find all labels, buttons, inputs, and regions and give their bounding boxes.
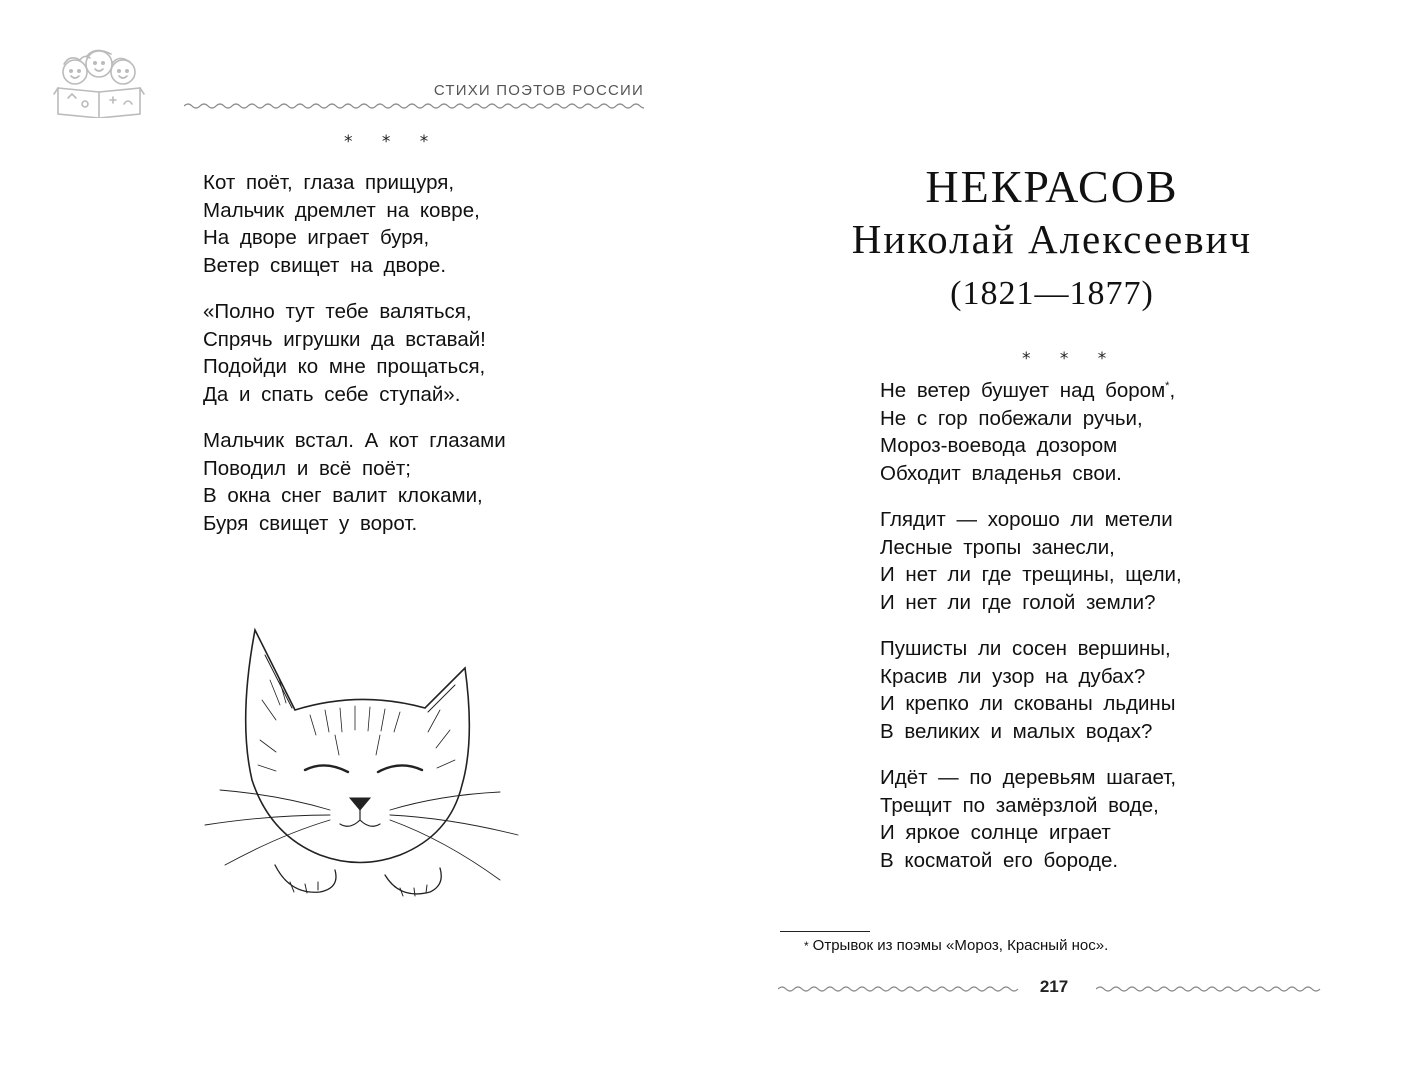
author-years: (1821—1877): [950, 275, 1154, 312]
poem-line: Идёт — по деревьям шагает,: [880, 766, 1177, 789]
footnote: [804, 937, 1108, 954]
footnote-mark: *: [804, 939, 809, 953]
poem-line: Поводил и всё поёт;: [203, 456, 411, 480]
poem-line-tail: ,: [1169, 379, 1176, 402]
stanza: [880, 635, 1182, 745]
author-heading: [802, 160, 1302, 320]
poem-line: И яркое солнце играет: [880, 821, 1111, 844]
stanza: [880, 764, 1182, 874]
poem-line: Красив ли узор на дубах?: [880, 664, 1146, 688]
stanza: [880, 377, 1182, 487]
poem-line: На дворе играет буря,: [203, 226, 430, 249]
footer-wave-divider-left: [778, 984, 1022, 994]
poem-line: В косматой его бороде.: [880, 848, 1119, 872]
poem-left: [203, 169, 506, 556]
poem-line: Подойди ко мне прощаться,: [203, 355, 486, 378]
stanza: [880, 506, 1182, 616]
poem-line: Глядит — хорошо ли метели: [880, 508, 1173, 531]
header-wave-divider: [184, 101, 644, 111]
poem-line: Мальчик дремлет на ковре,: [203, 198, 480, 222]
poem-line: И нет ли где голой земли?: [880, 590, 1156, 614]
poem-line: Кот поёт, глаза прищуря,: [203, 171, 455, 194]
poem-line: Ветер свищет на дворе.: [203, 253, 447, 277]
poem-line: Мальчик встал. А кот глазами: [203, 429, 506, 452]
poem-line: И нет ли где трещины, щели,: [880, 563, 1182, 586]
poem-line: Буря свищет у ворот.: [203, 511, 418, 535]
poem-line: Мороз-воевода дозором: [880, 434, 1118, 457]
poem-line: Трещит по замёрзлой воде,: [880, 793, 1159, 817]
footnote-divider: [780, 931, 870, 932]
kitten-sketch-icon: [200, 620, 520, 905]
footer-wave-divider-right: [1096, 984, 1322, 994]
author-name: Николай Алексеевич: [851, 216, 1253, 262]
poem-line-text: Не ветер бушует над бором: [880, 379, 1166, 402]
section-mark: * * *: [1022, 349, 1119, 369]
poem-line: Пушисты ли сосен вершины,: [880, 637, 1171, 660]
poem-line: Спрячь игрушки да вставай!: [203, 327, 486, 351]
children-reading-logo-icon: [50, 48, 148, 118]
poem-line: В великих и малых водах?: [880, 719, 1153, 743]
poem-line: В окна снег валит клоками,: [203, 484, 483, 507]
section-mark: * * *: [344, 132, 441, 152]
poem-line: Да и спать себе ступай».: [203, 382, 461, 406]
poem-line: И крепко ли скованы льдины: [880, 692, 1176, 715]
poem-line-with-footnote: [880, 377, 1182, 405]
stanza: [203, 427, 506, 537]
poem-line: Обходит владенья свои.: [880, 461, 1122, 485]
poem-line: «Полно тут тебе валяться,: [203, 300, 472, 323]
author-surname: НЕКРАСОВ: [925, 161, 1179, 212]
poem-right: [880, 377, 1182, 893]
poem-line: Не с гор побежали ручьи,: [880, 406, 1143, 430]
stanza: [203, 298, 506, 408]
right-page: [712, 0, 1424, 1080]
poem-line: Лесные тропы занесли,: [880, 535, 1115, 559]
stanza: [203, 169, 506, 279]
footnote-text: Отрывок из поэмы «Мороз, Красный нос».: [812, 937, 1109, 954]
page-number: 217: [1039, 977, 1069, 996]
footnote-mark: *: [1165, 380, 1170, 393]
running-head: СТИХИ ПОЭТОВ РОССИИ: [433, 82, 644, 99]
